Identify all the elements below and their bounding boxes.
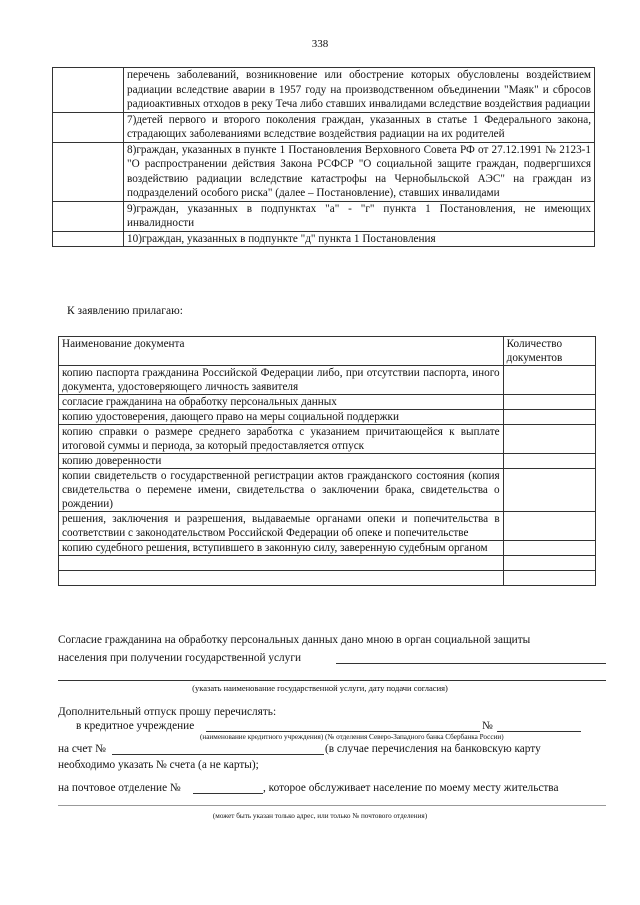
empty-cell: [53, 68, 124, 113]
doc-count-cell[interactable]: [503, 571, 595, 586]
header-count: Количество документов: [503, 337, 595, 366]
account-input-line[interactable]: [112, 754, 324, 755]
table-row: [59, 410, 596, 425]
consent-hint: (указать наименование государственной услуги, дату подачи согласия): [192, 683, 448, 693]
page-number: 338: [311, 38, 329, 50]
doc-name: решения, заключения и разрешения, выдаваемые органами опеки и попечительства в соответствии с законодательством Российской Федерации об опеке и попечительстве: [59, 512, 504, 541]
service-input-line[interactable]: [336, 663, 606, 664]
table-row: [59, 469, 596, 512]
category-cell: перечень заболеваний, возникновение или обострение которых обусловлены воздействием радиации вследствие аварии в 1957 году на производственном объединении "Маяк" и сбросов радиоактивных отходов в реку Теча либо ставших инвалидами вследствие воздействия радиации: [124, 68, 595, 113]
doc-name: копии свидетельств о государственной регистрации актов гражданского состояния (копия свидетельства о перемене имени, свидетельства о заключении брака, свидетельства о рождении): [59, 469, 504, 512]
table-row: [59, 512, 596, 541]
table-row: [59, 395, 596, 410]
branch-input-line[interactable]: [497, 731, 581, 732]
consent-line2: населения при получении государственной услуги: [58, 652, 302, 664]
consent-line1: Согласие гражданина на обработку персональных данных дано мною в орган социальной защиты: [58, 634, 531, 646]
category-cell: 10)граждан, указанных в подпункте "д" пункта 1 Постановления: [124, 231, 595, 247]
address-input-line[interactable]: [58, 805, 606, 806]
doc-count-cell[interactable]: [503, 556, 595, 571]
doc-name: копию паспорта гражданина Российской Федерации либо, при отсутствии паспорта, иного документа, удостоверяющего личность заявителя: [59, 366, 504, 395]
bank-hint: (наименование кредитного учреждения) (№ отделения Северо-Западного банка Сбербанка России): [200, 733, 504, 741]
bank-label: в кредитное учреждение: [76, 720, 195, 732]
table-row: [53, 231, 595, 247]
table-row: [59, 571, 596, 586]
table-row: [53, 201, 595, 231]
post-label: на почтовое отделение №: [58, 782, 181, 794]
table-row: [59, 541, 596, 556]
doc-name: согласие гражданина на обработку персональных данных: [59, 395, 504, 410]
doc-name: копию судебного решения, вступившего в законную силу, заверенную судебным органом: [59, 541, 504, 556]
doc-count-cell[interactable]: [503, 512, 595, 541]
empty-cell: [53, 112, 124, 142]
doc-name: копию справки о размере среднего заработка с указанием причитающейся к выплате итоговой суммы и периода, за который предоставляется отпуск: [59, 425, 504, 454]
post-note: , которое обслуживает население по моему месту жительства: [263, 782, 559, 794]
account-note: (в случае перечисления на банковскую карту: [325, 743, 541, 755]
doc-count-cell[interactable]: [503, 366, 595, 395]
doc-name: копию доверенности: [59, 454, 504, 469]
table-row: [53, 112, 595, 142]
doc-name: копию удостоверения, дающего право на меры социальной поддержки: [59, 410, 504, 425]
attach-heading: К заявлению прилагаю:: [67, 305, 183, 317]
table-row: [59, 366, 596, 395]
doc-name[interactable]: [59, 556, 504, 571]
doc-count-cell[interactable]: [503, 541, 595, 556]
category-cell: 9)граждан, указанных в подпунктах "а" - "г" пункта 1 Постановления, не имеющих инвалидности: [124, 201, 595, 231]
header-name: Наименование документа: [59, 337, 504, 366]
categories-table: [52, 67, 595, 247]
doc-count-cell[interactable]: [503, 469, 595, 512]
doc-count-cell[interactable]: [503, 454, 595, 469]
table-row: [53, 142, 595, 201]
empty-cell: [53, 201, 124, 231]
doc-count-cell[interactable]: [503, 395, 595, 410]
table-row: [53, 68, 595, 113]
documents-table: [58, 336, 596, 586]
account-note-2: необходимо указать № счета (а не карты);: [58, 759, 259, 771]
doc-count-cell[interactable]: [503, 410, 595, 425]
table-row: [59, 425, 596, 454]
table-row: [59, 454, 596, 469]
doc-name[interactable]: [59, 571, 504, 586]
account-label: на счет №: [58, 743, 106, 755]
category-cell: 7)детей первого и второго поколения граждан, указанных в статье 1 Федерального закона, страдающих заболеваниями вследствие воздействия радиации на их родителей: [124, 112, 595, 142]
doc-count-cell[interactable]: [503, 425, 595, 454]
bank-input-line[interactable]: [206, 731, 480, 732]
transfer-intro: Дополнительный отпуск прошу перечислять:: [58, 706, 277, 718]
number-sign: №: [482, 720, 493, 732]
post-input-line[interactable]: [193, 793, 263, 794]
post-hint: (может быть указан только адрес, или только № почтового отделения): [212, 812, 428, 820]
table-row: [59, 556, 596, 571]
table-header-row: [59, 337, 596, 366]
category-cell: 8)граждан, указанных в пункте 1 Постановления Верховного Совета РФ от 27.12.1991 № 2123-1 "О распространении действия Закона РСФСР "О социальной защите граждан, подвергшихся воздействию радиации вследствие катастрофы на Чернобыльской АЭС" на граждан из подразделений особого риска" (далее – Постановление), ставших инвалидами: [124, 142, 595, 201]
service-input-line-2[interactable]: [58, 680, 606, 681]
empty-cell: [53, 231, 124, 247]
empty-cell: [53, 142, 124, 201]
